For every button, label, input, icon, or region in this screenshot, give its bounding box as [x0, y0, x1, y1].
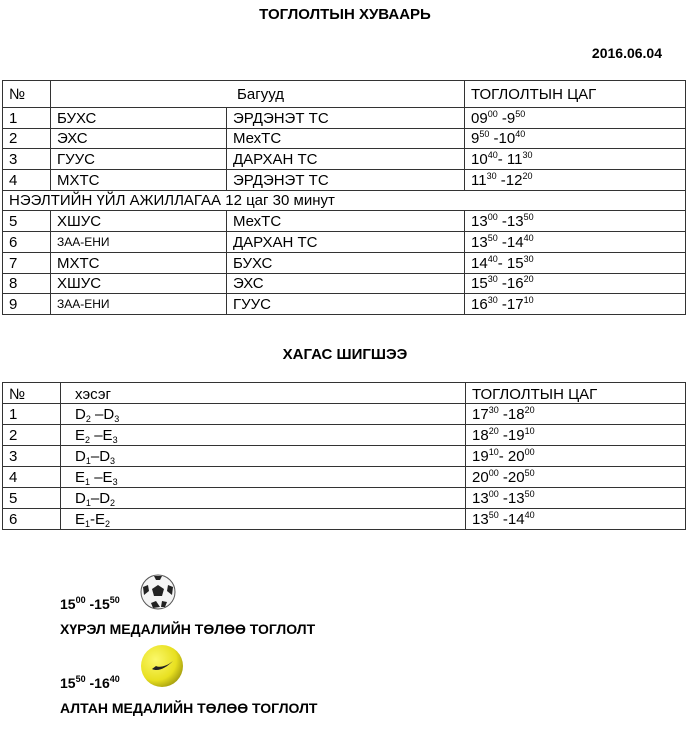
table-row [3, 446, 686, 467]
match-time: $15^{30}$ $-16^{20}$ [465, 273, 686, 294]
page-title: ТОГЛОЛТЫН ХУВААРЬ [259, 6, 431, 23]
match-time: $17^{30}$ $-18^{20}$ [466, 404, 686, 425]
header-time: ТОГЛОЛТЫН ЦАГ [466, 383, 686, 404]
match-num: 1 [3, 108, 51, 129]
match-sections: $D_2$ $-D_3$ [61, 404, 466, 425]
team-away: ЭРДЭНЭТ ТС [227, 170, 465, 191]
team-away: ГУУС [227, 294, 465, 315]
semifinal-table [2, 382, 686, 530]
match-time: $11^{30}$ $-12^{20}$ [465, 170, 686, 191]
match-time: $14^{40}-$ $15^{30}$ [465, 252, 686, 273]
team-home: ГУУС [51, 149, 227, 170]
team-home: ХШУС [51, 211, 227, 232]
table-row [3, 467, 686, 488]
match-num: 9 [3, 294, 51, 315]
table-row [3, 425, 686, 446]
team-home: ЗАА-ЕНИ [51, 294, 227, 315]
table-row [3, 170, 686, 191]
match-time: $13^{00}$ $-13^{50}$ [465, 211, 686, 232]
match-time: $20^{00}$ $-20^{50}$ [466, 467, 686, 488]
team-away: ДАРХАН ТС [227, 232, 465, 253]
team-home: ХШУС [51, 273, 227, 294]
table-row [3, 488, 686, 509]
group-schedule-table [2, 80, 686, 315]
match-num: 5 [3, 488, 61, 509]
team-home: ЗАА-ЕНИ [51, 232, 227, 253]
bronze-match-time: $15^{00}$ $-15^{50}$ [60, 595, 120, 612]
match-num: 6 [3, 509, 61, 530]
team-away: ДАРХАН ТС [227, 149, 465, 170]
match-sections: $E_2$ $-E_3$ [61, 425, 466, 446]
match-time: $13^{50}$ $-14^{40}$ [465, 232, 686, 253]
header-section: хэсэг [61, 383, 466, 404]
team-away: БУХС [227, 252, 465, 273]
table-header [3, 81, 686, 108]
header-teams: Багууд [51, 81, 465, 108]
header-num: № [3, 383, 61, 404]
team-away: МехТС [227, 211, 465, 232]
match-num: 4 [3, 467, 61, 488]
table-row [3, 232, 686, 253]
match-time: $16^{30}$ $-17^{10}$ [465, 294, 686, 315]
header-time: ТОГЛОЛТЫН ЦАГ [465, 81, 686, 108]
table-row [3, 273, 686, 294]
match-time: $10^{40}-$ $11^{30}$ [465, 149, 686, 170]
bronze-match-label: ХҮРЭЛ МЕДАЛИЙН ТӨЛӨӨ ТОГЛОЛТ [60, 621, 316, 637]
schedule-date: 2016.06.04 [591, 45, 662, 61]
match-num: 5 [3, 211, 51, 232]
team-away: ЭРДЭНЭТ ТС [227, 108, 465, 129]
match-time: $9^{50}$ $-10^{40}$ [465, 128, 686, 149]
team-home: БУХС [51, 108, 227, 129]
team-away: ЭХС [227, 273, 465, 294]
match-time: $13^{50}$ $-14^{40}$ [466, 509, 686, 530]
match-sections: $E_1$ $-E_3$ [61, 467, 466, 488]
gold-match-label: АЛТАН МЕДАЛИЙН ТӨЛӨӨ ТОГЛОЛТ [60, 700, 318, 716]
match-time: $13^{00}$ $-13^{50}$ [466, 488, 686, 509]
soccer-ball-icon [140, 574, 176, 610]
table-row [3, 294, 686, 315]
match-time: $19^{10}-$ $20^{00}$ [466, 446, 686, 467]
match-num: 7 [3, 252, 51, 273]
match-sections: $D_1-D_3$ [61, 446, 466, 467]
team-home: ЭХС [51, 128, 227, 149]
match-num: 6 [3, 232, 51, 253]
yellow-ball-icon [140, 644, 184, 688]
gold-match-time: $15^{50}$ $-16^{40}$ [60, 674, 120, 691]
table-row [3, 108, 686, 129]
opening-ceremony-note: НЭЭЛТИЙН ҮЙЛ АЖИЛЛАГАА 12 цаг 30 минут [3, 190, 686, 211]
team-away: МехТС [227, 128, 465, 149]
match-num: 2 [3, 425, 61, 446]
table-row [3, 252, 686, 273]
match-time: $09^{00}$ $-9^{50}$ [465, 108, 686, 129]
semifinal-title: ХАГАС ШИГШЭЭ [282, 346, 408, 363]
match-num: 2 [3, 128, 51, 149]
table-row [3, 404, 686, 425]
match-num: 1 [3, 404, 61, 425]
table-row [3, 149, 686, 170]
team-home: МХТС [51, 170, 227, 191]
match-num: 4 [3, 170, 51, 191]
table-header [3, 383, 686, 404]
match-num: 3 [3, 149, 51, 170]
match-time: $18^{20}$ $-19^{10}$ [466, 425, 686, 446]
table-row [3, 509, 686, 530]
match-sections: $D_1-D_2$ [61, 488, 466, 509]
table-row [3, 190, 686, 211]
header-num: № [3, 81, 51, 108]
match-num: 3 [3, 446, 61, 467]
table-row [3, 128, 686, 149]
table-row [3, 211, 686, 232]
match-sections: $E_1-E_2$ [61, 509, 466, 530]
team-home: МХТС [51, 252, 227, 273]
match-num: 8 [3, 273, 51, 294]
